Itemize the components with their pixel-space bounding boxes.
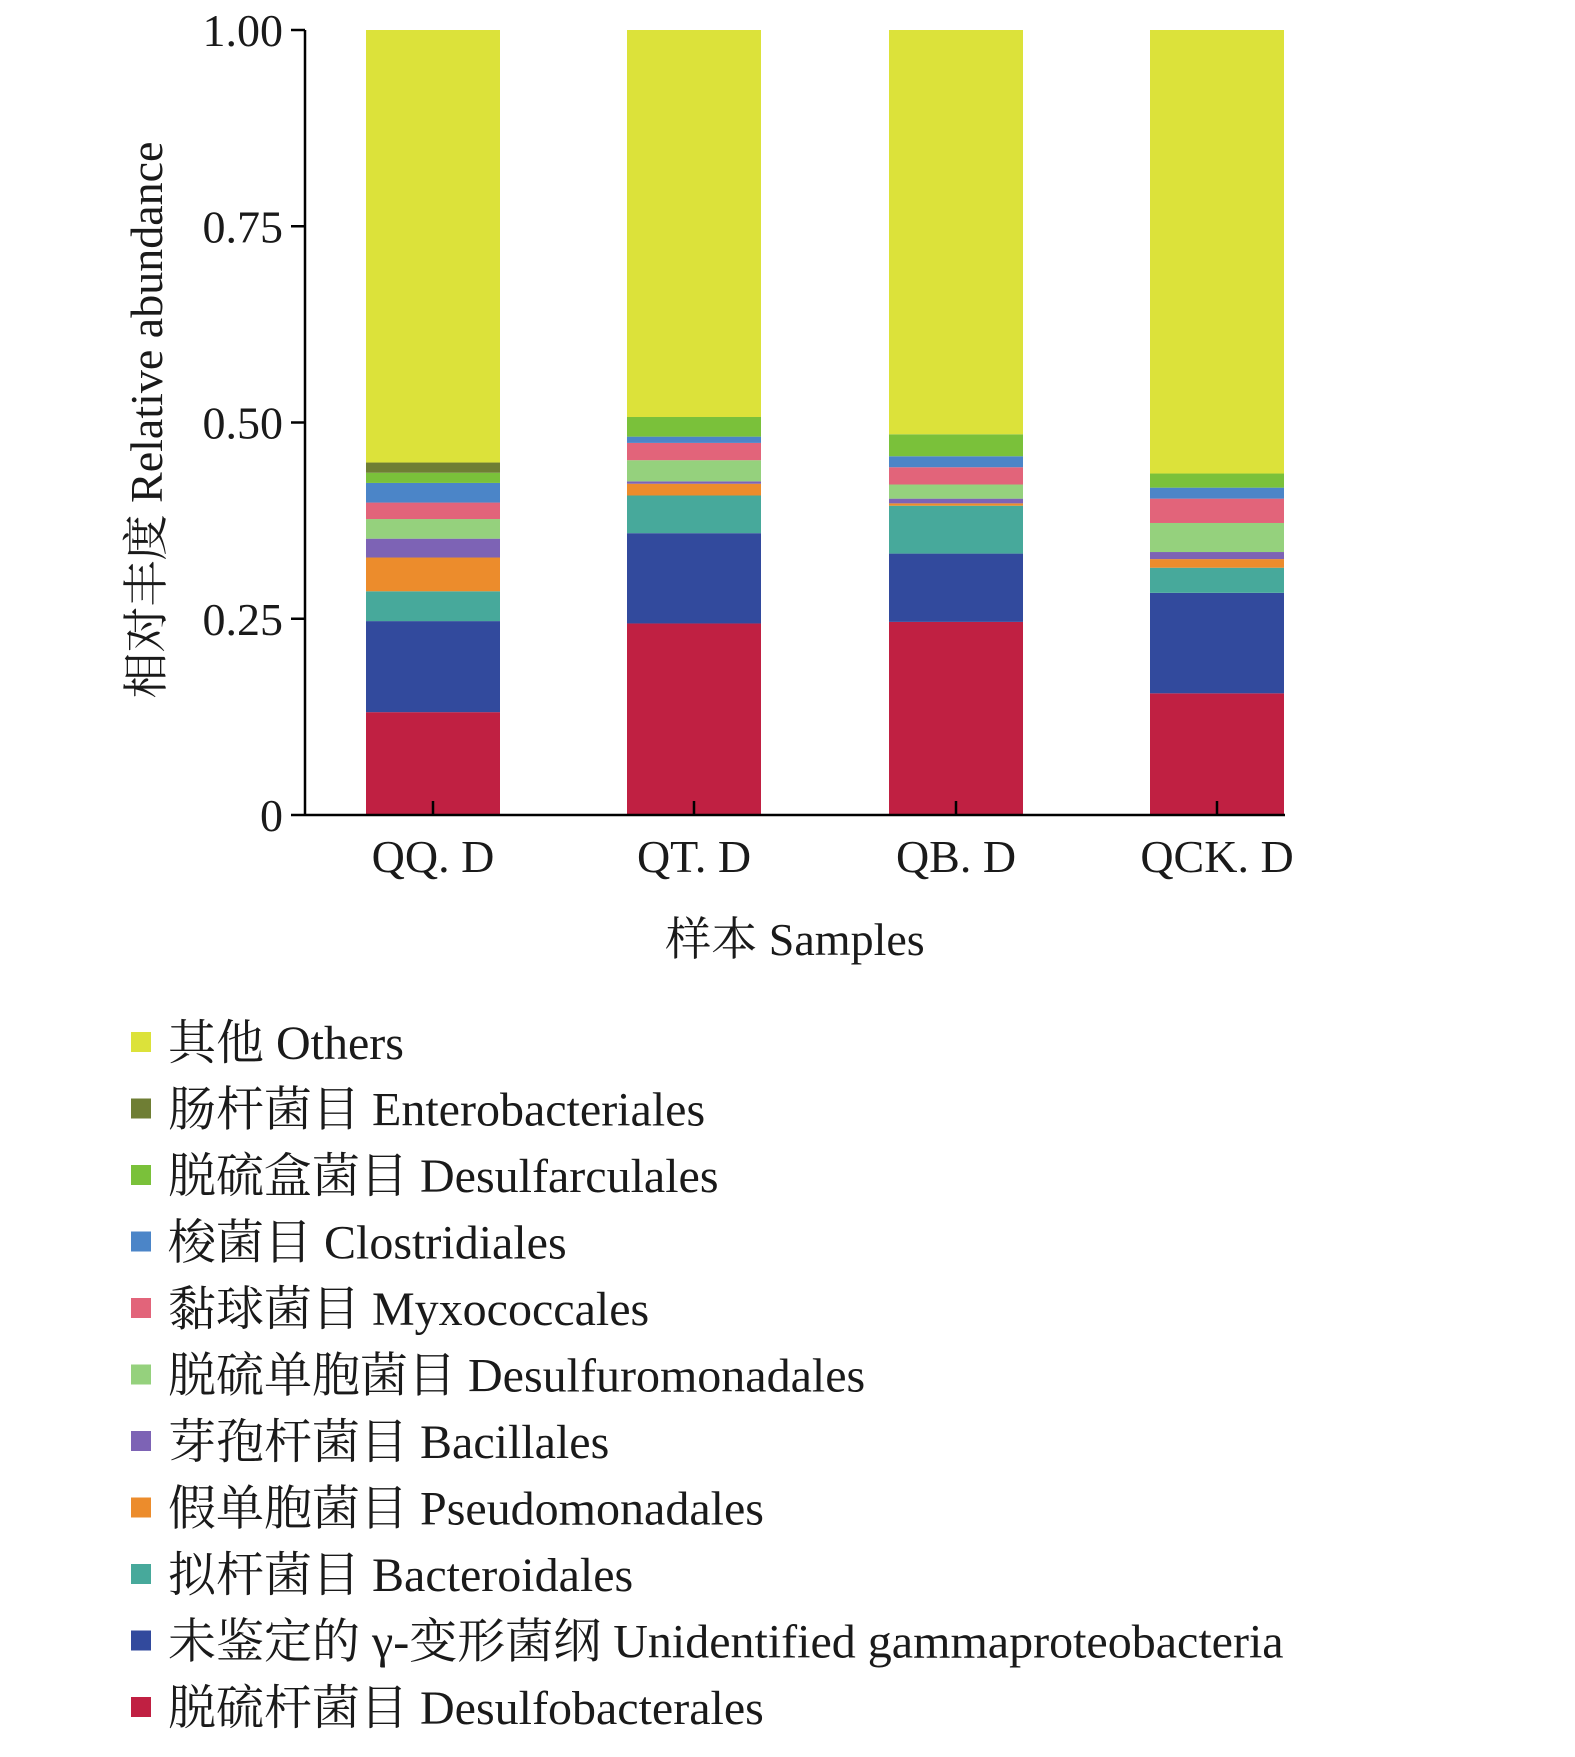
bar-segment [1150,552,1284,559]
bar-segment [366,473,500,483]
x-tick-label: QCK. D [1140,831,1294,882]
bar-segment [1150,30,1284,474]
legend-swatch [131,1032,151,1052]
y-tick-label: 0.25 [202,593,283,645]
bar-segment [366,30,500,463]
y-ticks [203,5,306,841]
bars-layer [366,30,1284,815]
x-tick-label: QB. D [895,831,1017,882]
bar-segment [627,437,761,443]
y-tick-label: 0 [260,790,283,841]
bar-segment [627,623,761,815]
bar-segment [889,456,1023,467]
legend-label: 拟杆菌目 Bacteroidales [168,1549,634,1602]
bar-segment [889,434,1023,456]
bar-segment [366,558,500,592]
bar-segment [366,591,500,621]
bar-segment [889,485,1023,499]
bar-segment [889,30,1023,434]
legend-swatch [131,1099,151,1119]
x-axis-title: 样本 Samples [665,914,925,965]
legend-swatch [131,1232,151,1252]
bar-segment [366,712,500,815]
bar-segment [1150,693,1284,815]
bar-segment [627,443,761,460]
bar-segment [366,519,500,539]
bar-segment [1150,593,1284,693]
bar-segment [366,483,500,503]
legend-label: 脱硫盒菌目 Desulfarculales [168,1150,719,1203]
legend-label: 假单胞菌目 Pseudomonadales [168,1482,764,1536]
bar-segment [627,460,761,481]
bar-segment [1150,474,1284,488]
x-tick-label: QT. D [636,831,752,882]
bar-segment [627,481,761,483]
bar-segment [627,484,761,496]
legend-label: 脱硫杆菌目 Desulfobacterales [168,1682,764,1735]
bar-segment [1150,559,1284,568]
legend-label: 肠杆菌目 Enterobacteriales [168,1083,706,1137]
bar-segment [1150,499,1284,523]
legend [131,1017,1284,1735]
bar-segment [1150,488,1284,499]
legend-label: 芽孢杆菌目 Bacillales [168,1416,610,1469]
bar-segment [366,539,500,558]
legend-swatch [131,1498,151,1518]
bar-segment [366,503,500,519]
bar-segment [627,533,761,623]
legend-label: 其他 Others [168,1017,404,1070]
bar-segment [889,499,1023,504]
legend-label: 未鉴定的 γ-变形菌纲 Unidentified gammaproteobacteria [168,1615,1284,1669]
bar-segment [366,621,500,712]
legend-swatch [131,1431,151,1451]
legend-label: 梭菌目 Clostridiales [168,1216,567,1270]
bar-segment [1150,523,1284,552]
x-tick-label: QQ. D [371,831,495,882]
bar-segment [1150,568,1284,593]
bar-segment [366,463,500,473]
legend-swatch [131,1697,151,1717]
y-tick-label: 0.75 [202,201,283,253]
legend-swatch [131,1365,151,1385]
legend-swatch [131,1631,151,1651]
legend-label: 黏球菌目 Myxococcales [168,1283,650,1336]
bar-segment [889,554,1023,622]
y-tick-label: 0.50 [202,397,283,449]
legend-swatch [131,1298,151,1318]
bar-segment [889,622,1023,815]
y-tick-label: 1.00 [202,5,283,56]
bar-segment [627,496,761,534]
legend-swatch [131,1165,151,1185]
bar-segment [889,503,1023,505]
bar-segment [889,506,1023,554]
bar-segment [627,417,761,437]
legend-label: 脱硫单胞菌目 Desulfuromonadales [168,1349,866,1403]
bar-segment [889,467,1023,484]
bar-segment [627,30,761,417]
legend-swatch [131,1564,151,1584]
y-axis-title: 相对丰度 Relative abundance [121,141,172,699]
